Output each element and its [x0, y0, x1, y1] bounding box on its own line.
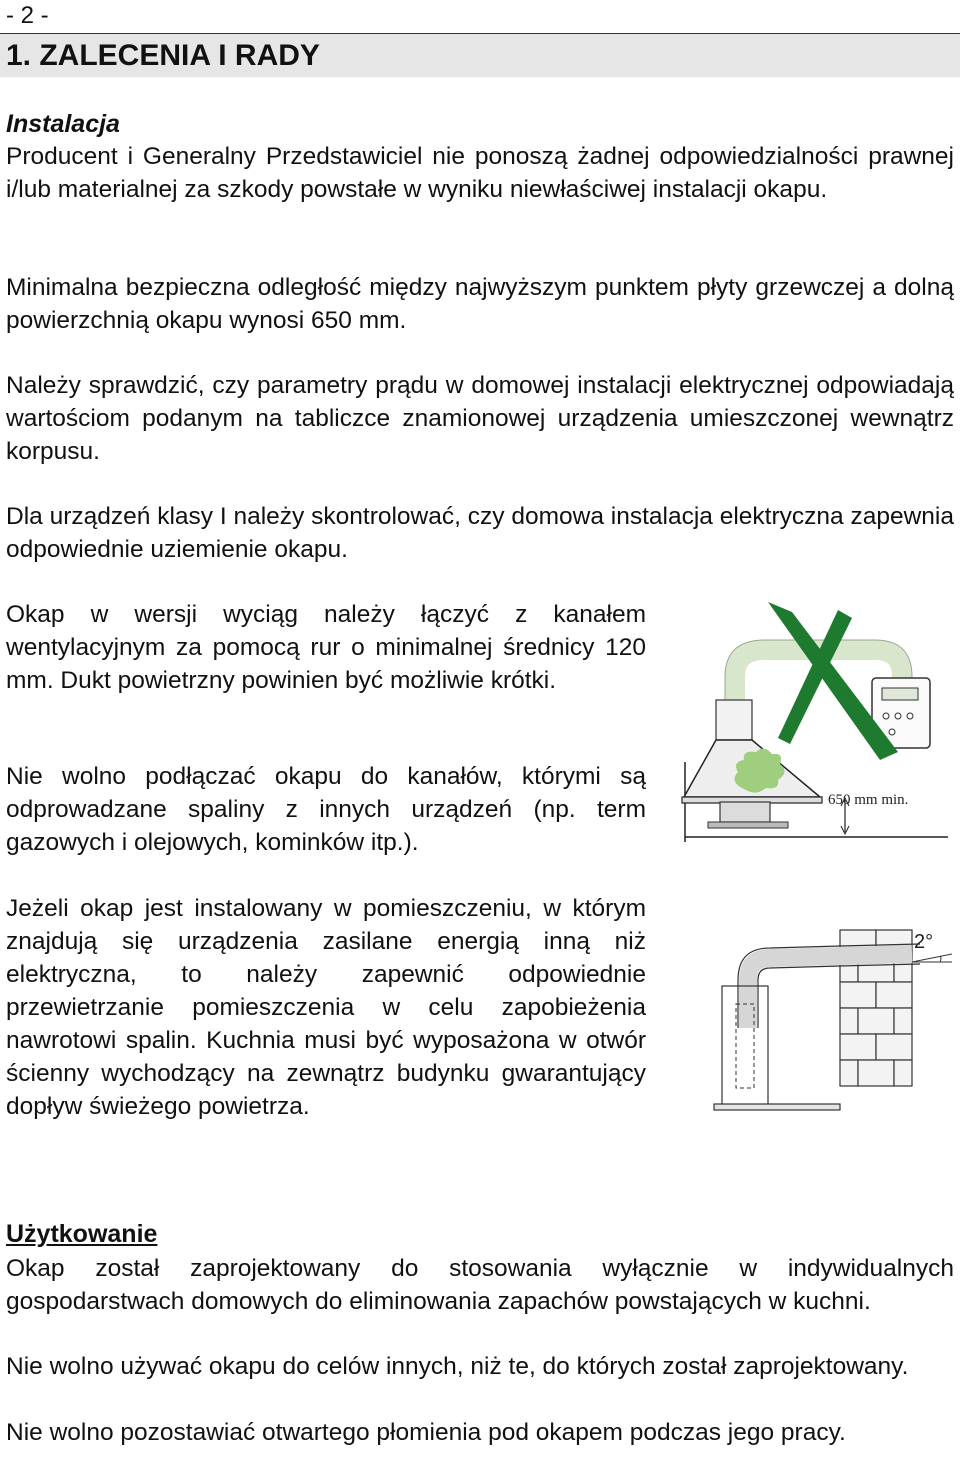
installation-paragraph-4: Dla urządzeń klasy I należy skontrolować, czy domowa instalacja elektryczna zapewnia odpowiednie uziemienie okapu.: [6, 503, 954, 563]
hood-clearance-figure: [680, 592, 950, 850]
installation-paragraph-5: Okap w wersji wyciąg należy łączyć z kanałem wentylacyjnym za pomocą rur o minimalnej średnicy 120 mm. Dukt powietrzny powinien być możliwie krótki.: [6, 601, 646, 694]
usage-paragraph-3: Nie wolno pozostawiać otwartego płomienia pod okapem podczas jego pracy.: [6, 1419, 846, 1446]
page-number: - 2 -: [6, 2, 49, 29]
usage-paragraph-2: Nie wolno używać okapu do celów innych, niż te, do których został zaprojektowany.: [6, 1353, 909, 1380]
installation-paragraph-3: Należy sprawdzić, czy parametry prądu w domowej instalacji elektrycznej odpowiadają wartościom podanym na tabliczce znamionowej urządzenia umieszczonej wewnątrz korpusu.: [6, 372, 954, 465]
hood-distance-label: 650 mm min.: [828, 792, 909, 808]
duct-slope-figure: [690, 910, 955, 1120]
installation-heading: Instalacja: [6, 110, 120, 138]
installation-paragraph-6: Nie wolno podłączać okapu do kanałów, którymi są odprowadzane spaliny z innych urządzeń (np. term gazowych i olejowych, kominków itp.).: [6, 763, 646, 856]
installation-paragraph-1: Producent i Generalny Przedstawiciel nie ponoszą żadnej odpowiedzialności prawnej i/lub materialnej za szkody powstałe w wyniku niewłaściwej instalacji okapu.: [6, 143, 954, 203]
pot-icon: [720, 802, 770, 822]
usage-paragraph-1: Okap został zaprojektowany do stosowania wyłącznie w indywidualnych gospodarstwach domowych do eliminowania zapachów powstających w kuchni.: [6, 1255, 954, 1315]
section-header-title: 1. ZALECENIA I RADY: [6, 39, 320, 72]
section-header: [0, 33, 960, 77]
duct-angle-label: 2°: [914, 931, 934, 953]
usage-heading: Użytkowanie: [6, 1220, 158, 1248]
installation-paragraph-2: Minimalna bezpieczna odległość między najwyższym punktem płyty grzewczej a dolną powierzchnią okapu wynosi 650 mm.: [6, 274, 954, 334]
installation-paragraph-7: Jeżeli okap jest instalowany w pomieszczeniu, w którym znajdują się urządzenia zasilane energią inną niż elektryczna, to należy zapewnić odpowiednie przewietrzanie pomieszczenia w celu zapobieżenia nawrotowi spalin. Kuchnia musi być wyposażona w otwór ścienny wychodzący na zewnątrz budynku gwarantujący dopływ świeżego powietrza.: [6, 895, 646, 1120]
